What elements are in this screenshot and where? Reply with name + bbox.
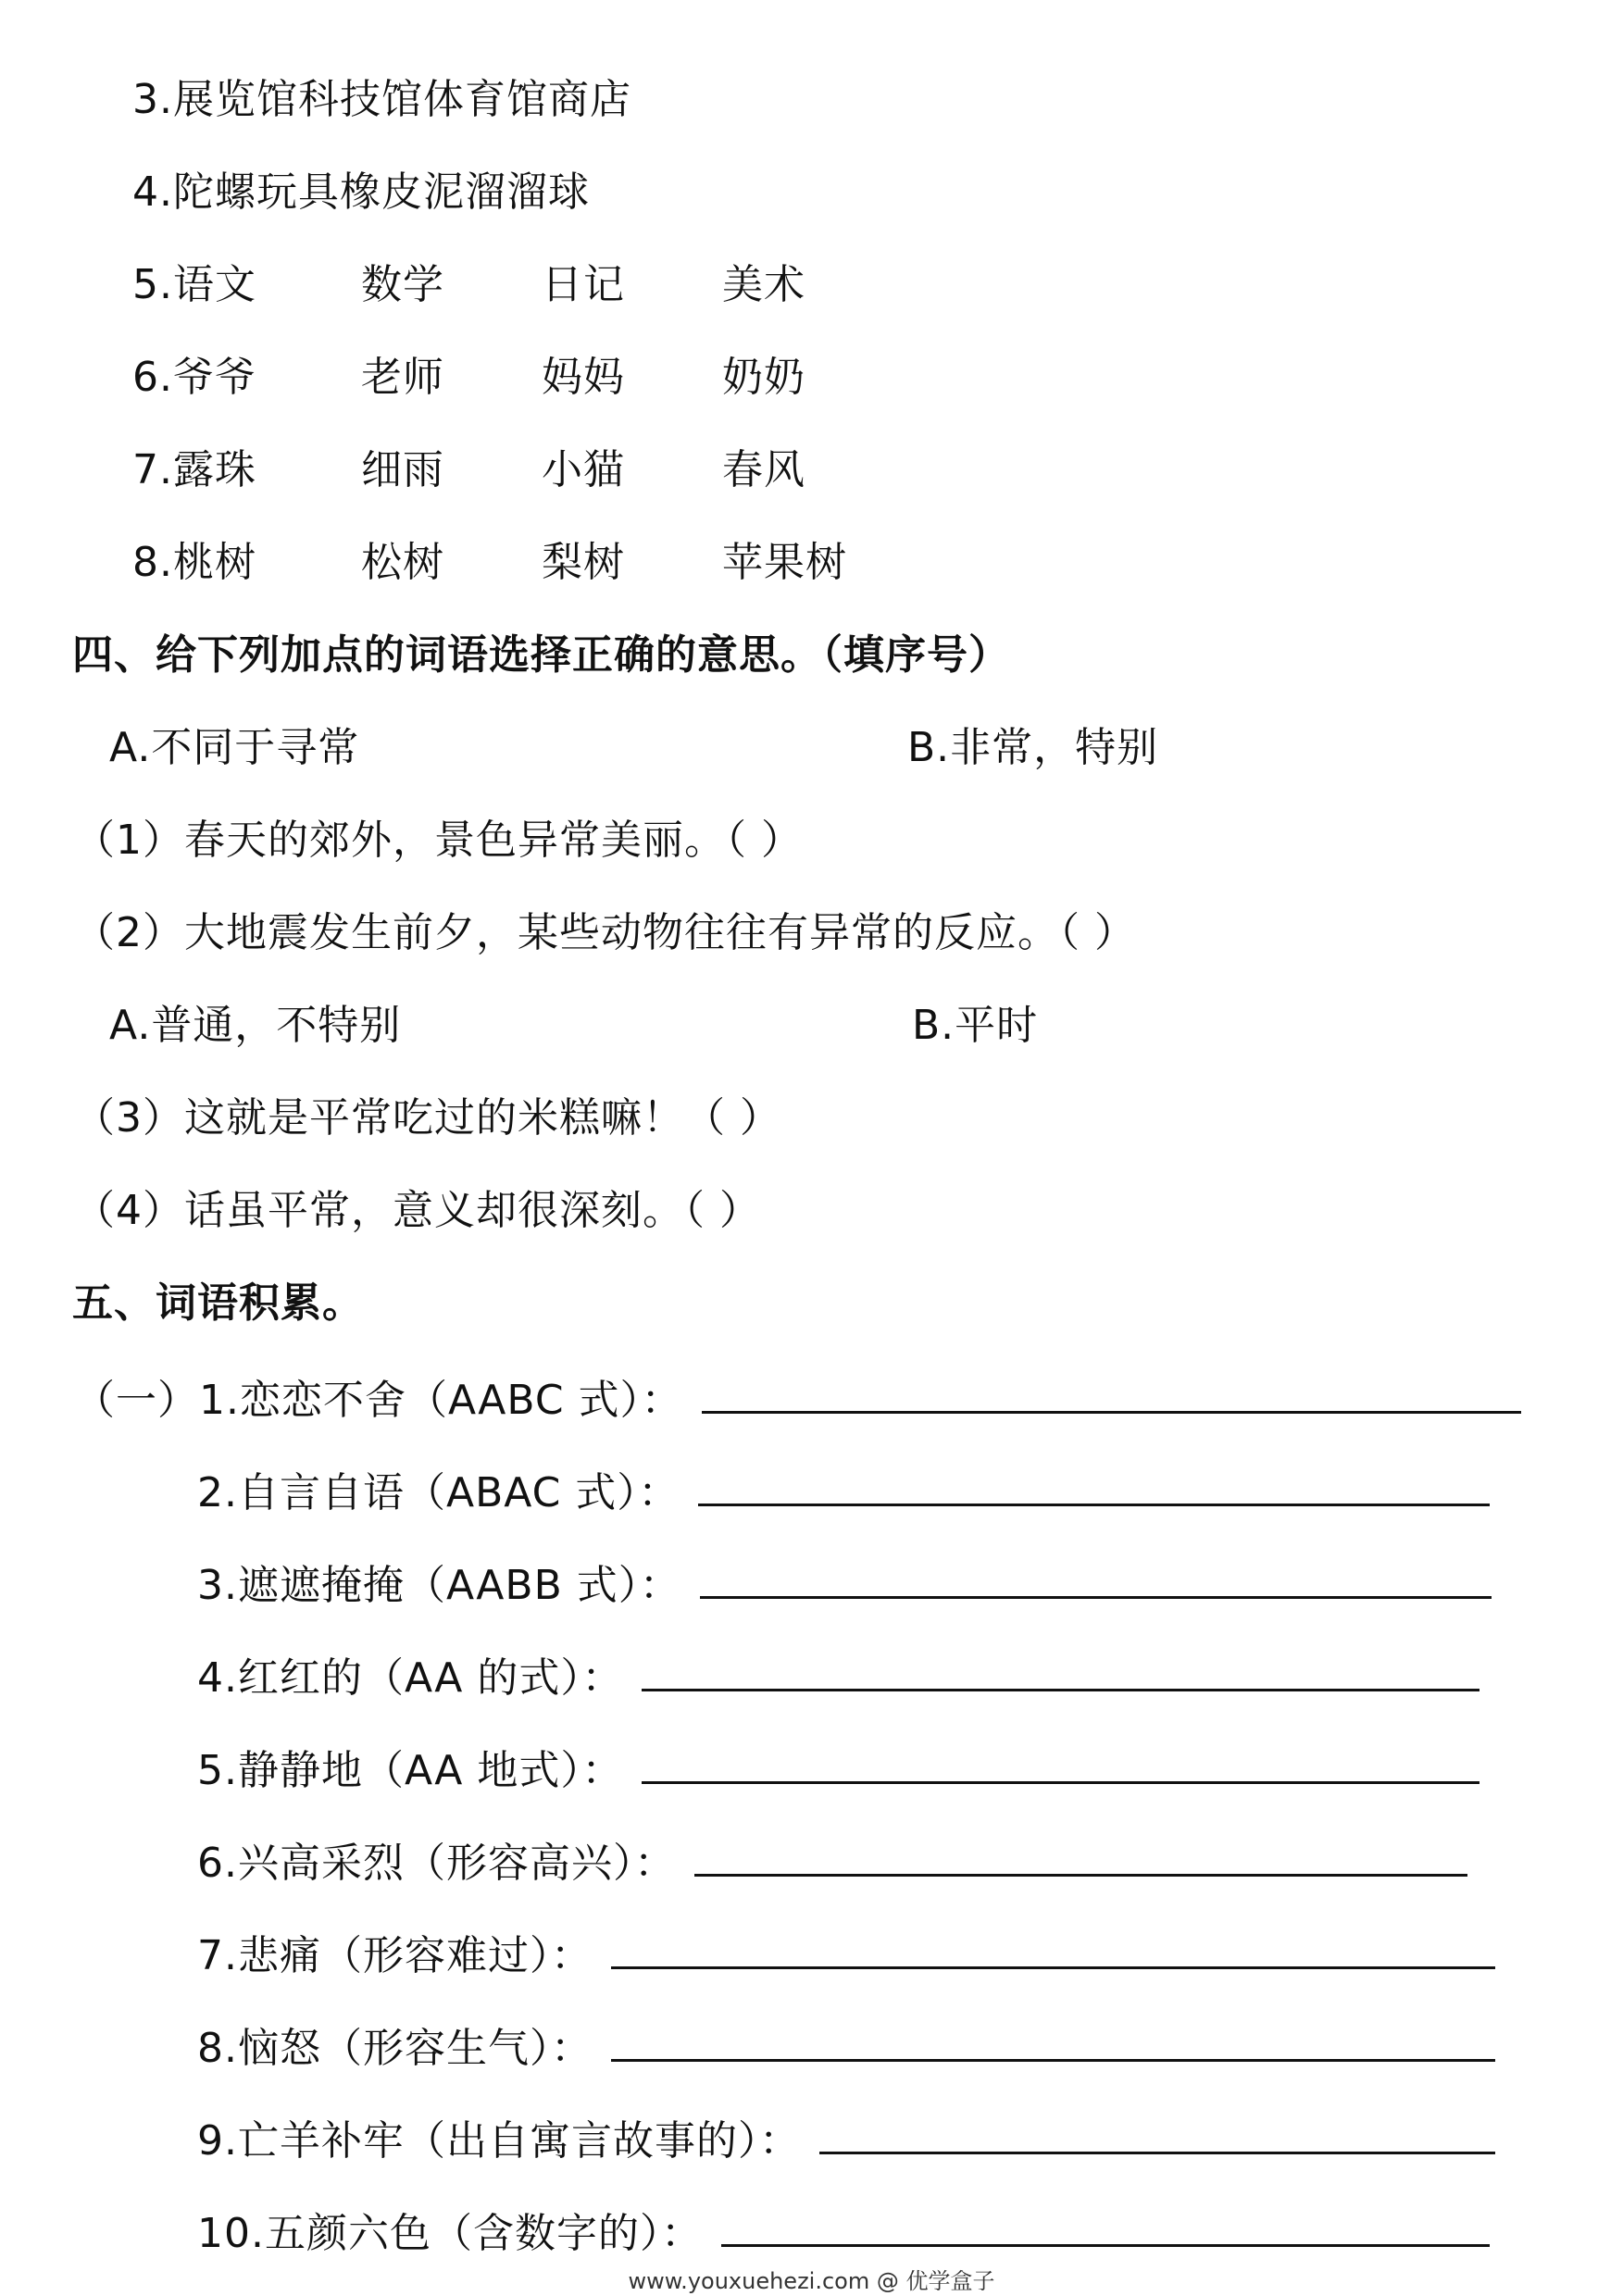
question-1: （1）春天的郊外，景色异常美丽。（ ） [74,817,803,864]
section-5-title: 五、词语积累。 [72,1279,364,1327]
word-row-7-col-2: 细雨 [361,446,444,493]
answer-line-6[interactable] [694,1833,1467,1877]
answer-line-7[interactable] [611,1926,1495,1969]
question-2: （2）大地震发生前夕，某些动物往往有异常的反应。（ ） [74,909,1136,956]
vocab-item-9-label: 9.亡羊补牢（出自寓言故事的）： [197,2117,801,2165]
word-row-7-col-4: 春风 [722,446,805,493]
question-3: （3）这就是平常吃过的米糕嘛！（ ） [74,1094,781,1142]
vocab-item-5 [197,1741,1479,1797]
answer-line-5[interactable] [642,1741,1479,1784]
vocab-item-6-label: 6.兴高采烈（形容高兴）： [197,1840,676,1887]
answer-line-8[interactable] [611,2018,1495,2062]
word-row-8-col-2: 松树 [361,539,444,586]
word-row-5-col-2: 数学 [361,261,444,308]
vocab-item-7-label: 7.悲痛（形容难过）： [197,1932,593,1979]
word-row-8-col-3: 梨树 [542,539,625,586]
answer-line-1[interactable] [702,1370,1521,1414]
answer-line-2[interactable] [698,1463,1490,1506]
vocab-item-1-label: （一）1.恋恋不舍（AABC 式）： [74,1377,683,1424]
vocab-item-9 [197,2111,1495,2167]
vocab-item-6 [197,1833,1467,1890]
answer-line-10[interactable] [721,2203,1490,2247]
word-row-5-col-3: 日记 [542,261,625,308]
word-row-8-col-4: 苹果树 [722,539,847,586]
word-row-5-col-1: 5.语文 [132,261,256,308]
word-row-5-col-4: 美术 [722,261,805,308]
group-item-4: 4.陀螺玩具橡皮泥溜溜球 [132,168,590,216]
question-4: （4）话虽平常，意义却很深刻。（ ） [74,1187,761,1234]
group-item-3: 3.展览馆科技馆体育馆商店 [132,76,631,123]
vocab-item-10-label: 10.五颜六色（含数字的）： [197,2210,703,2257]
word-row-7-col-1: 7.露珠 [132,446,256,493]
vocab-item-5-label: 5.静静地（AA 地式）： [197,1747,624,1794]
word-row-8-col-1: 8.桃树 [132,539,256,586]
word-row-6-col-3: 妈妈 [542,354,625,401]
vocab-item-8 [197,2018,1495,2075]
section-4-title: 四、给下列加点的词语选择正确的意思。（填序号） [72,631,1010,679]
vocab-item-1 [74,1370,1521,1427]
vocab-item-4-label: 4.红红的（AA 的式）： [197,1654,624,1702]
option-b-1: B.非常，特别 [907,724,1159,771]
vocab-item-3-label: 3.遮遮掩掩（AABB 式）： [197,1562,681,1609]
answer-line-3[interactable] [700,1555,1492,1599]
vocab-item-8-label: 8.恼怒（形容生气）： [197,2025,593,2072]
vocab-item-2 [197,1463,1490,1519]
vocab-item-4 [197,1648,1479,1704]
word-row-7-col-3: 小猫 [542,446,625,493]
vocab-item-7 [197,1926,1495,1982]
footer-watermark: www.youxuehezi.com @ 优学盒子 [628,2268,995,2294]
vocab-item-2-label: 2.自言自语（ABAC 式）： [197,1469,680,1516]
answer-line-9[interactable] [819,2111,1495,2154]
word-row-6-col-1: 6.爷爷 [132,354,256,401]
vocab-item-10 [197,2203,1490,2260]
word-row-6-col-2: 老师 [361,354,444,401]
option-a-1: A.不同于寻常 [109,724,360,771]
option-a-2: A.普通，不特别 [109,1002,402,1049]
answer-line-4[interactable] [642,1648,1479,1691]
vocab-item-3 [197,1555,1492,1612]
option-b-2: B.平时 [912,1002,1039,1049]
word-row-6-col-4: 奶奶 [722,354,805,401]
